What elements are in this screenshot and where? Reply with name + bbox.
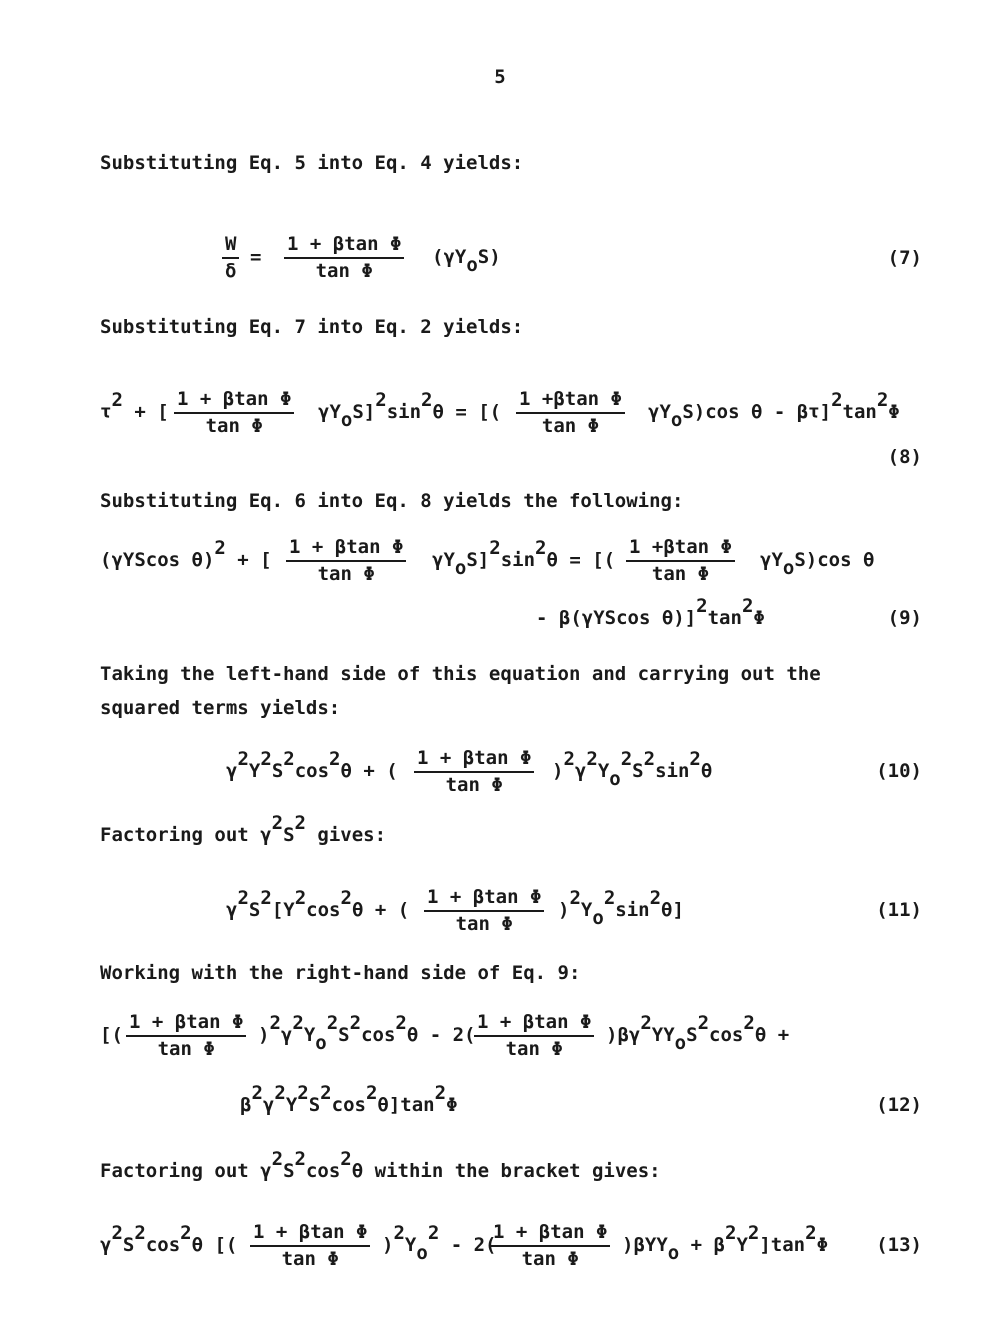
fraction-beta-tan-phi: $\frac{\text{1 + βtan Φ}}{\text{tan Φ}}$	[284, 234, 404, 282]
fraction-beta-tan-phi-alt: $\frac{\text{1 +βtan Φ}}{\text{tan Φ}}$	[516, 389, 625, 437]
paragraph-factoring-bracket: Factoring out $\gamma^2S^2\cos^2\theta$ within the bracket gives:	[100, 1148, 661, 1182]
paragraph-eq7-into-eq2: Substituting Eq. 7 into Eq. 2 yields:	[100, 316, 524, 338]
equation-number-11: (11)	[876, 899, 922, 921]
page-number: 5	[494, 66, 506, 88]
fraction-w-over-delta: $\frac{W}{\delta}$	[222, 234, 239, 282]
fraction-beta-tan-phi-alt: $\frac{\text{1 +βtan Φ}}{\text{tan Φ}}$	[626, 537, 735, 585]
fraction-beta-tan-phi: $\frac{\text{1 + βtan Φ}}{\text{tan Φ}}$	[474, 1012, 594, 1060]
paragraph-left-hand-side: Taking the left-hand side of this equation and carrying out the	[100, 663, 821, 685]
fraction-beta-tan-phi: $\frac{\text{1 + βtan Φ}}{\text{tan Φ}}$	[174, 389, 294, 437]
fraction-beta-tan-phi: $\frac{\text{1 + βtan Φ}}{\text{tan Φ}}$	[490, 1222, 610, 1270]
paragraph-squared-terms: squared terms yields:	[100, 697, 341, 719]
equals-sign: =	[250, 246, 262, 268]
equation-number-12: (12)	[876, 1094, 922, 1116]
equation-number-13: (13)	[876, 1234, 922, 1256]
fraction-beta-tan-phi: $\frac{\text{1 + βtan Φ}}{\text{tan Φ}}$	[286, 537, 406, 585]
paragraph-right-hand-side: Working with the right-hand side of Eq. 9:	[100, 962, 581, 984]
paragraph-factoring-out: Factoring out $\gamma^2S^2$ gives:	[100, 812, 387, 846]
paragraph-eq6-into-eq8: Substituting Eq. 6 into Eq. 8 yields the following:	[100, 490, 684, 512]
equation-number-10: (10)	[876, 760, 922, 782]
fraction-beta-tan-phi: $\frac{\text{1 + βtan Φ}}{\text{tan Φ}}$	[126, 1012, 246, 1060]
paragraph-eq5-into-eq4: Substituting Eq. 5 into Eq. 4 yields:	[100, 152, 524, 174]
fraction-beta-tan-phi: $\frac{\text{1 + βtan Φ}}{\text{tan Φ}}$	[424, 887, 544, 935]
equation-number-8: (8)	[887, 446, 922, 468]
equation-number-7: (7)	[887, 247, 922, 269]
fraction-beta-tan-phi: $\frac{\text{1 + βtan Φ}}{\text{tan Φ}}$	[250, 1222, 370, 1270]
equation-term: $(\gamma Y_oS)$	[432, 246, 501, 276]
fraction-beta-tan-phi: $\frac{\text{1 + βtan Φ}}{\text{tan Φ}}$	[414, 748, 534, 796]
equation-number-9: (9)	[887, 607, 922, 629]
